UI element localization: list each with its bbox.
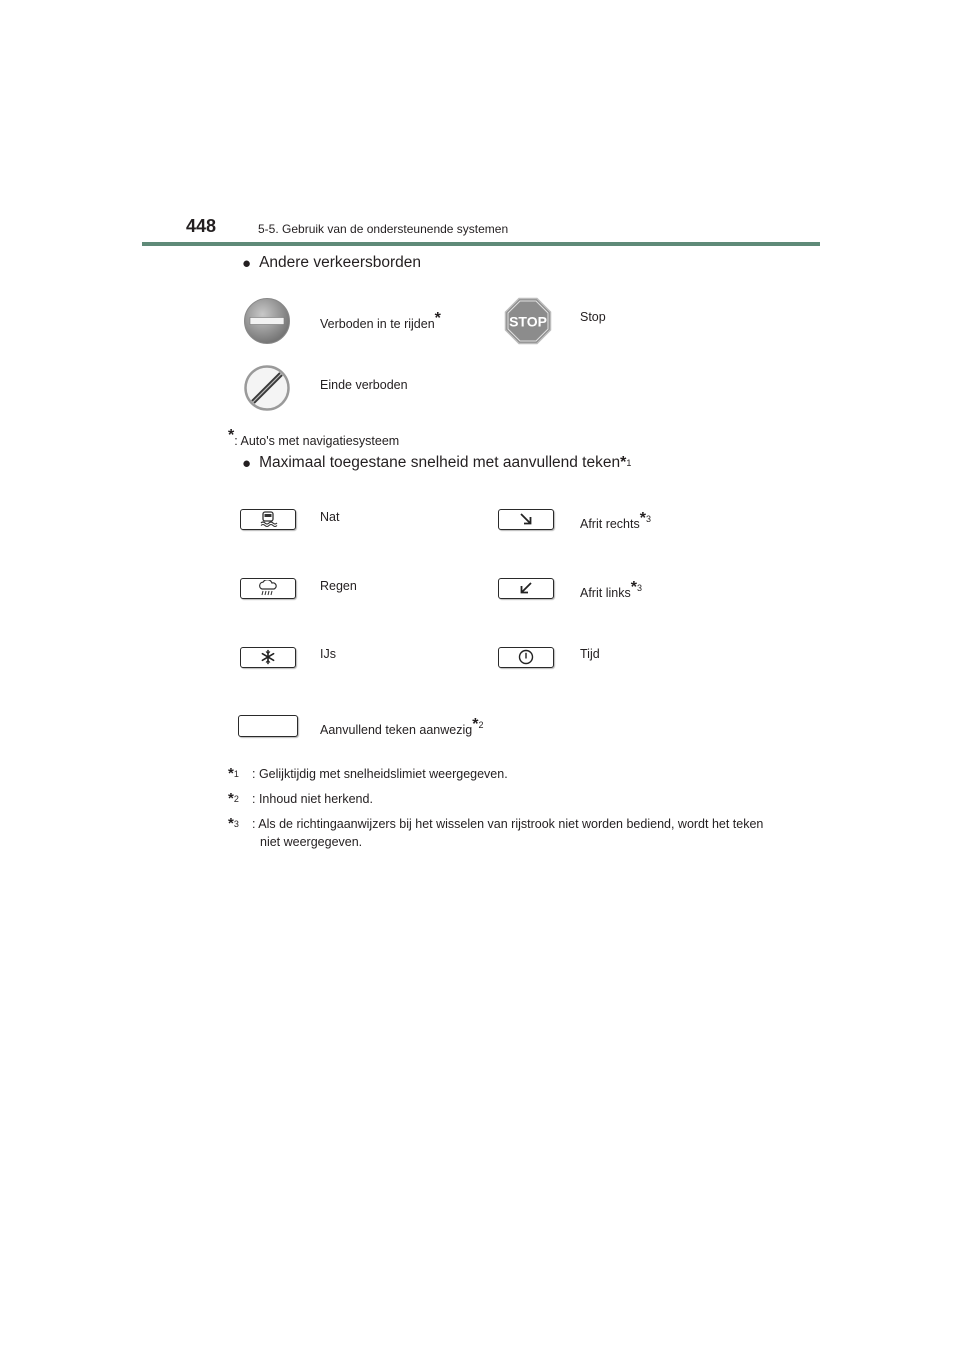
sign-label-end-of-restriction: Einde verboden <box>320 378 408 392</box>
stop-sign-text: STOP <box>509 313 547 330</box>
heading-text: Andere verkeersborden <box>259 254 422 271</box>
blank-panel-icon <box>238 715 298 737</box>
footnote-2: *$^2$ : Inhoud niet herkend. <box>228 790 373 807</box>
no-entry-sign-icon <box>243 297 291 345</box>
sign-label-stop: Stop <box>580 310 606 324</box>
page-number: 448 <box>186 216 217 236</box>
rain-panel-icon <box>240 578 296 599</box>
exit-right-panel-icon <box>498 509 554 530</box>
wet-road-panel-icon <box>240 509 296 530</box>
section-heading-other-signs <box>242 254 421 272</box>
bullet-icon: ● <box>242 454 252 472</box>
heading-text: Maximaal toegestane snelheid met aanvullend teken <box>259 454 621 471</box>
ice-panel-icon <box>240 647 296 668</box>
header-rule <box>142 242 820 246</box>
section-heading-speed-limit: ● Maximaal toegestane snelheid met aanvullend teken * 1 <box>242 454 632 472</box>
sign-label-rain: Regen <box>320 579 357 593</box>
footnote-navigation: *: Auto's met navigatiesysteem <box>228 427 400 448</box>
bullet-icon: ● <box>242 254 252 272</box>
stop-sign-icon <box>504 297 552 345</box>
section-title: 5-5. Gebruik van de ondersteunende systemen <box>258 222 509 236</box>
footnote-3: *$^3$ : Als de richtingaanwijzers bij het wisselen van rijstrook niet worden bediend, wordt het teken niet weergegeven. <box>228 815 764 849</box>
sign-label-ice: IJs <box>320 647 336 661</box>
sign-label-wet: Nat <box>320 510 340 524</box>
footnote-1: *$^1$ : Gelijktijdig met snelheidslimiet weergegeven. <box>228 765 508 782</box>
exit-left-panel-icon <box>498 578 554 599</box>
sign-label-time: Tijd <box>580 647 600 661</box>
sign-label-additional-sign: Aanvullend teken aanwezig*$^2$ <box>320 716 484 737</box>
clock-panel-icon <box>498 647 554 668</box>
end-of-restriction-sign-icon <box>244 365 290 411</box>
sign-label-no-entry: Verboden in te rijden* <box>320 310 441 331</box>
sign-label-exit-left: Afrit links*$^3$ <box>580 579 642 600</box>
sign-label-exit-right: Afrit rechts*$^3$ <box>580 510 651 531</box>
